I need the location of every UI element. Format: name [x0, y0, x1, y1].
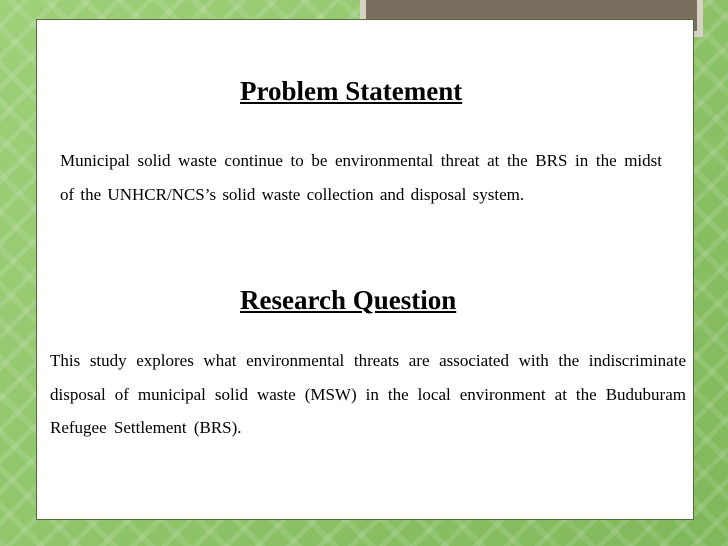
problem-statement-text: Municipal solid waste continue to be environmental threat at the BRS in the midst of the UNHCR/NCS’s solid waste collection and disposal system. — [60, 151, 662, 204]
research-question-text: This study explores what environmental threats are associated with the indiscriminate disposal of municipal solid waste (MSW) in the local environment at the Buduburam Refugee Settlement (BRS). — [50, 351, 686, 437]
problem-statement-heading: Problem Statement — [240, 76, 463, 106]
research-question-heading: Research Question — [240, 285, 457, 315]
